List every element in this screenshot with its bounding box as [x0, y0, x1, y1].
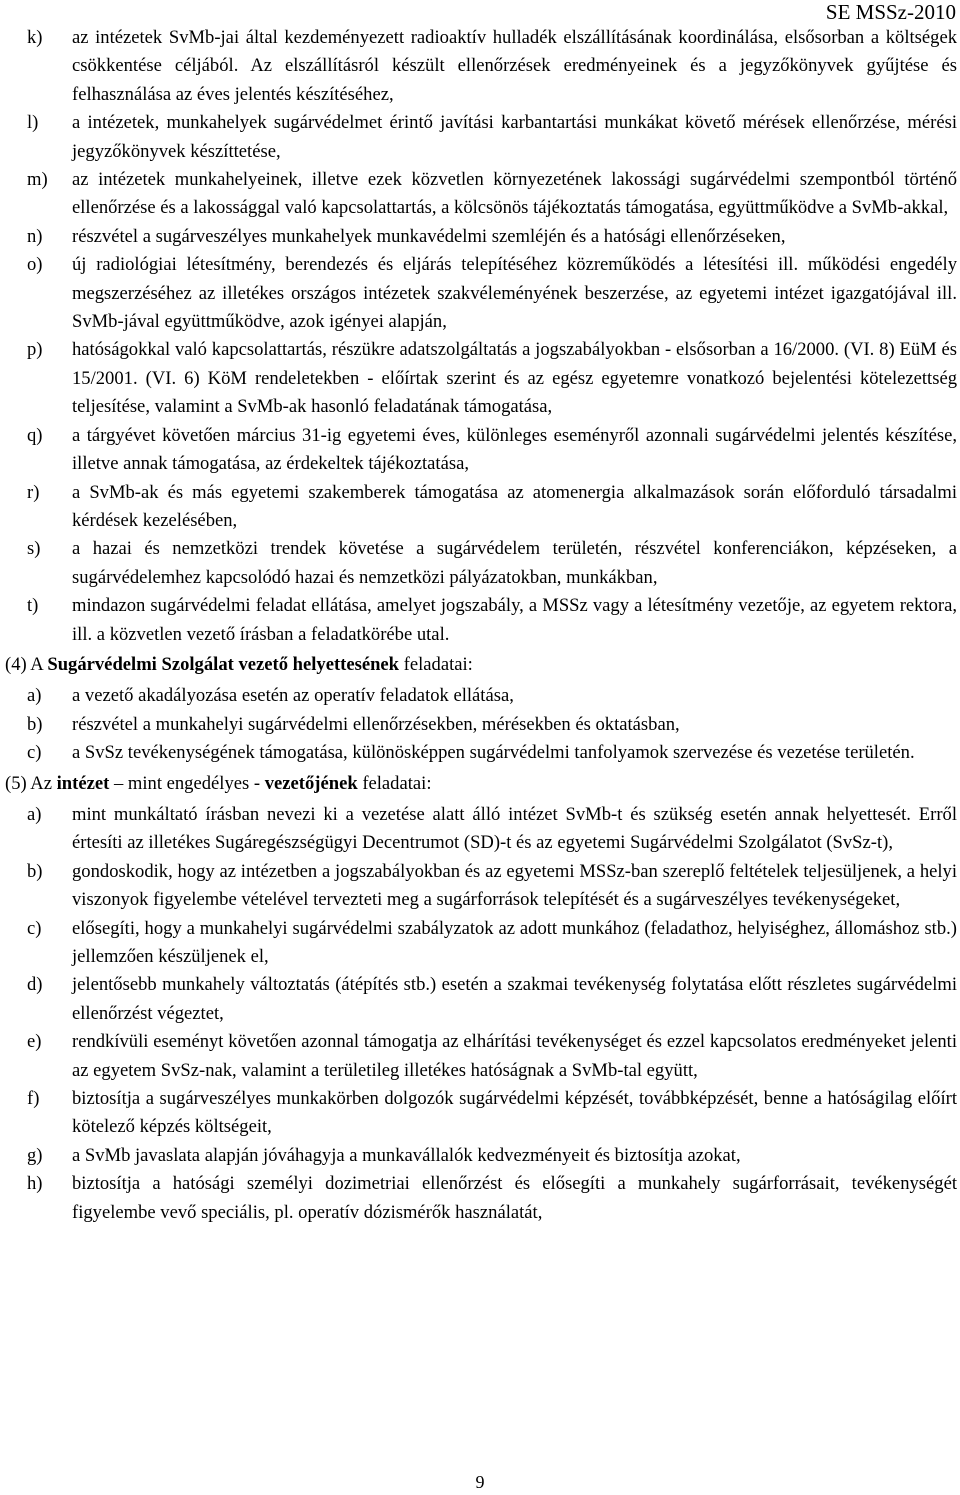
- list-item-letter: c): [27, 917, 42, 939]
- list-item-text: elősegíti, hogy a munkahelyi sugárvédelmi szabályzatok az adott munkához (feladathoz, helyiséghez, állomáshoz stb.) jellemzően készüljenek el,: [72, 917, 957, 967]
- list-item-text: rendkívüli eseményt követően azonnal támogatja az elhárítási tevékenységet és ezzel kapcsolatos eredményeket jelenti az egyetem SvSz-nak, valamint a területileg illetékes hatóságnak a SvMb-tal együtt,: [72, 1031, 957, 1081]
- list-item-letter: l): [27, 112, 39, 134]
- section-4-bold-title: Sugárvédelmi Szolgálat vezető helyettesének: [47, 653, 400, 675]
- list-item: [27, 711, 957, 739]
- list-item-letter: a): [27, 803, 42, 825]
- document-body: [5, 24, 957, 1227]
- list-item-letter: b): [27, 860, 43, 882]
- list-item-letter: g): [27, 1144, 43, 1166]
- list-item-text: részvétel a munkahelyi sugárvédelmi ellenőrzésekben, mérésekben és oktatásban,: [72, 713, 680, 735]
- list-item-letter: q): [27, 424, 43, 446]
- list-item: [27, 535, 957, 592]
- section-4-prefix: (4) A: [5, 653, 48, 675]
- list-item-text: gondoskodik, hogy az intézetben a jogszabályokban és az egyetemi MSSz-ban szereplő feltételek teljesüljenek, a helyi viszonyok figyelembe vételével tervezteti meg a sugárforrások telepítését és a sugárveszélyes tevékenységeket,: [72, 860, 957, 911]
- list-item: [27, 858, 957, 915]
- list-item: [27, 422, 957, 479]
- list-item-letter: t): [27, 595, 39, 617]
- section-4-suffix: feladatai:: [399, 653, 473, 675]
- list-item-letter: n): [27, 225, 43, 247]
- list-item-letter: s): [27, 538, 41, 560]
- list-item-text: részvétel a sugárveszélyes munkahelyek munkavédelmi szemléjén és a hatósági ellenőrzéseken,: [72, 225, 786, 247]
- list-item-letter: e): [27, 1031, 42, 1053]
- list-item-letter: o): [27, 254, 43, 276]
- section-5-bold-subject: intézet: [56, 772, 110, 794]
- section-4-heading: [5, 651, 957, 679]
- document-code: SE MSSz-2010: [825, 0, 956, 24]
- list-item: [27, 24, 957, 109]
- section-5-heading: [5, 770, 957, 798]
- list-item: [27, 592, 957, 649]
- list-item-text: új radiológiai létesítmény, berendezés és eljárás telepítéséhez közreműködés a létesítési ill. működési engedély megszerzéséhez az illetékes országos intézetek szakvéleményének beszerzése, az egyetemi intézet igazgatójával ill. SvMb-jával együttműködve, azok igényei alapján,: [72, 254, 957, 333]
- list-item-text: a tárgyévet követően március 31-ig egyetemi éves, különleges eseményről azonnali sugárvédelmi jelentés készítése, illetve annak támogatása, az érdekeltek tájékoztatása,: [72, 424, 957, 475]
- list-item: [27, 109, 957, 166]
- list-item: [27, 915, 957, 972]
- list-item-text: mint munkáltató írásban nevezi ki a vezetése alatt álló intézet SvMb-t és szükség esetén annak helyettesét. Erről értesíti az illetékes Sugáregészségügyi Decentrumot (SD)-t és az egyetemi Sugárvédelmi Szolgálatot (SvSz-t),: [72, 803, 957, 854]
- list-item-text: a intézetek, munkahelyek sugárvédelmet érintő javítási karbantartási munkákat követő mérések ellenőrzése, mérési jegyzőkönyvek készíttetése,: [72, 112, 957, 162]
- list-item: [27, 251, 957, 336]
- list-item-text: jelentősebb munkahely változtatás (átépítés stb.) esetén a szakmai tevékenység folytatása előtt részletes sugárvédelmi ellenőrzést végeztet,: [72, 974, 957, 1024]
- list-item-text: a vezető akadályozása esetén az operatív feladatok ellátása,: [72, 685, 514, 707]
- list-item-letter: b): [27, 713, 43, 735]
- list-item: [27, 1085, 957, 1142]
- list-item: [27, 971, 957, 1028]
- list-item: [27, 1142, 957, 1170]
- list-item-text: a SvMb javaslata alapján jóváhagyja a munkavállalók kedvezményeit és biztosítja azokat,: [72, 1144, 741, 1166]
- list-item-letter: r): [27, 481, 40, 503]
- list-item: [27, 682, 957, 710]
- list-item-letter: a): [27, 685, 42, 707]
- list-item: [27, 1028, 957, 1085]
- list-item-letter: p): [27, 339, 43, 361]
- page-number: 9: [475, 1472, 485, 1492]
- list-item-letter: f): [27, 1088, 40, 1110]
- list-item-text: biztosítja a sugárveszélyes munkakörben dolgozók sugárvédelmi képzését, továbbképzését, benne a hatóságilag előírt kötelező képzés költségeit,: [72, 1088, 957, 1138]
- section-5-prefix: (5) Az: [5, 772, 57, 794]
- list-item-text: mindazon sugárvédelmi feladat ellátása, amelyet jogszabály, a MSSz vagy a létesítmény vezetője, az egyetem rektora, ill. a közvetlen vezető írásban a feladatkörébe utal.: [72, 595, 957, 645]
- list-item: [27, 801, 957, 858]
- list-item-text: hatóságokkal való kapcsolattartás, részükre adatszolgáltatás a jogszabályokban - elsősorban a 16/2000. (VI. 8) EüM és 15/2001. (VI. 6) KöM rendeletekben - előírtak szerint és az egész egyetemre vonatkozó bejelentési kötelezettség teljesítése, valamint a SvMb-ak hasonló feladatának támogatása,: [72, 339, 957, 418]
- list-item-text: biztosítja a hatósági személyi dozimetriai ellenőrzést és elősegíti a munkahely sugárforrásait, tevékenységét figyelembe vevő speciális, pl. operatív dózismérők használatát,: [72, 1173, 957, 1223]
- list-item-text: a SvSz tevékenységének támogatása, különösképpen sugárvédelmi tanfolyamok szervezése és vezetése területén.: [72, 742, 915, 764]
- section-5-middle: – mint engedélyes -: [109, 772, 265, 794]
- list-item-letter: k): [27, 27, 43, 48]
- section-5-suffix: feladatai:: [357, 772, 432, 794]
- list-item-letter: d): [27, 974, 43, 996]
- list-item-letter: c): [27, 742, 42, 764]
- list-item-text: az intézetek SvMb-jai által kezdeményezett radioaktív hulladék elszállításának koordinálása, elsősorban a költségek csökkentése céljából. Az elszállításról készült ellenőrzések eredményeinek és a jegyzőkönyvek gyűjtése és felhasználása az éves jelentés készítéséhez,: [72, 27, 957, 105]
- list-item-letter: h): [27, 1173, 43, 1195]
- list-item: [27, 166, 957, 223]
- list-item: [27, 479, 957, 536]
- list-item: [27, 336, 957, 421]
- list-item: [27, 739, 957, 767]
- section-5-bold-role: vezetőjének: [264, 772, 358, 794]
- list-item-text: az intézetek munkahelyeinek, illetve ezek közvetlen környezetének lakossági sugárvédelmi szempontból történő ellenőrzése és a lakossággal való kapcsolattartás, a kölcsönös tájékoztatás támogatása, együttműködve a SvMb-akkal,: [72, 169, 957, 219]
- list-item-text: a SvMb-ak és más egyetemi szakemberek támogatása az atomenergia alkalmazások során előforduló társadalmi kérdések kezelésében,: [72, 481, 957, 531]
- list-item: [27, 1170, 957, 1227]
- list-item: [27, 223, 957, 251]
- list-item-letter: m): [27, 169, 48, 191]
- list-item-text: a hazai és nemzetközi trendek követése a sugárvédelem területén, részvétel konferenciákon, képzéseken, a sugárvédelemhez kapcsolódó hazai és nemzetközi pályázatokban, munkákban,: [72, 538, 957, 588]
